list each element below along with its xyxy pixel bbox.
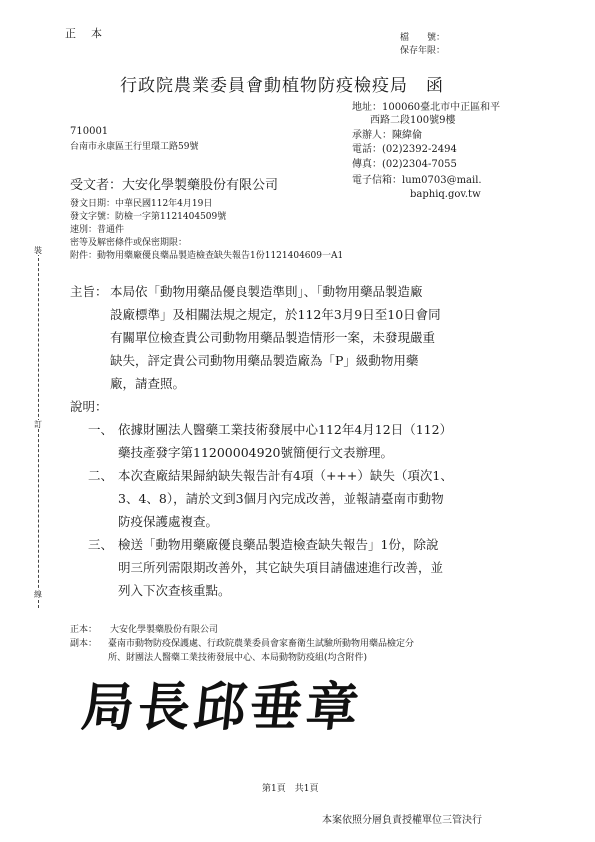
issue-date: 發文日期：中華民國112年4月19日: [70, 199, 213, 209]
binding-mark-sew: 訂: [34, 420, 42, 429]
address-line-2: 西路二段100號9樓: [370, 115, 456, 126]
desc-item-3-line-2: 明三所列需限期改善外，其它缺失項目請儘速進行改善，並: [118, 560, 444, 575]
fax-line: 傳真：(02)2304-7055: [352, 159, 457, 170]
desc-item-3-line-1: 檢送「動物用藥廠優良藥品製造檢查缺失報告」1份，除說: [118, 537, 439, 552]
handler-line: 承辦人：陳緯倫: [352, 130, 422, 141]
subject-label: 主旨：: [70, 284, 108, 299]
address-line-1: 地址：100060臺北市中正區和平: [352, 102, 501, 113]
desc-item-1-line-1: 依據財團法人醫藥工業技術發展中心112年4月12日（112）: [118, 422, 453, 437]
description-label: 說明：: [70, 399, 108, 414]
document-number: 發文字號：防檢一字第1121404509號: [70, 212, 227, 222]
urgency: 速別：普通件: [70, 225, 125, 235]
subject-line-5: 廠，請查照。: [110, 376, 186, 391]
desc-item-1-num: 一、: [88, 422, 114, 437]
delegation-note: 本案依照分層負責授權單位三管決行: [322, 815, 482, 826]
agency-title: 行政院農業委員會動植物防疫檢疫局 函: [120, 76, 444, 96]
attachment-line: 附件：動物用藥廠優良藥品製造檢查缺失報告1份1121404609一A1: [70, 251, 344, 261]
subject-line-4: 缺失，評定貴公司動物用藥品製造廠為「P」級動物用藥: [110, 353, 419, 368]
desc-item-2-line-2: 3、4、8），請於文到3個月內完成改善，並報請臺南市動物: [118, 491, 444, 506]
main-recipient-value: 大安化學製藥股份有限公司: [110, 625, 219, 635]
desc-item-2-line-1: 本次查廠結果歸納缺失報告計有4項（+++）缺失（項次1、: [118, 468, 453, 483]
main-recipient-label: 正本：: [70, 625, 98, 635]
desc-item-3-line-3: 列入下次查核重點。: [118, 583, 231, 598]
binding-mark-bind: 裝: [34, 246, 42, 255]
copy-recipient-line-1: 臺南市動物防疫保護處、行政院農業委員會家畜衛生試驗所動物用藥品檢定分: [108, 639, 415, 649]
page-number: 第1頁 共1頁: [262, 784, 319, 794]
addressee-line: 受文者：大安化學製藥股份有限公司: [70, 178, 279, 193]
phone-line: 電話：(02)2392-2494: [352, 144, 457, 155]
desc-item-2-line-3: 防疫保護處複查。: [118, 514, 219, 529]
main-recipient-row: [70, 624, 218, 636]
desc-item-2-num: 二、: [88, 468, 114, 483]
retention-period-label: 保存年限：: [400, 46, 446, 56]
recipient-postcode: 710001: [70, 126, 109, 137]
desc-item-3-num: 三、: [88, 537, 114, 552]
desc-item-1-line-2: 藥技產發字第11200004920號簡便行文表辦理。: [118, 445, 393, 460]
subject-line-2: 設廠標準」及相關法規之規定，於112年3月9日至10日會同: [110, 307, 441, 322]
binding-mark-line: 線: [34, 590, 42, 599]
file-number-label: 檔 號：: [400, 33, 446, 43]
subject-line-3: 有關單位檢查貴公司動物用藥品製造情形一案，未發現嚴重: [110, 330, 436, 345]
email-line-1: 電子信箱：lum0703@mail.: [352, 175, 482, 186]
email-line-2: baphiq.gov.tw: [410, 189, 481, 200]
recipient-address: 台南市永康區王行里環工路59號: [70, 142, 199, 152]
copy-recipient-line-2: 所、財團法人醫藥工業技術發展中心、本局動物防疫組(均含附件): [108, 653, 368, 663]
original-copy-mark: 正 本: [65, 27, 104, 40]
subject-line-1: 本局依「動物用藥品優良製造準則」、「動物用藥品製造廠: [110, 284, 423, 299]
confidentiality: 密等及解密條件或保密期限：: [70, 238, 188, 248]
copy-recipient-label: 副本：: [70, 639, 98, 649]
director-signature: 局長邱垂章: [78, 677, 366, 738]
